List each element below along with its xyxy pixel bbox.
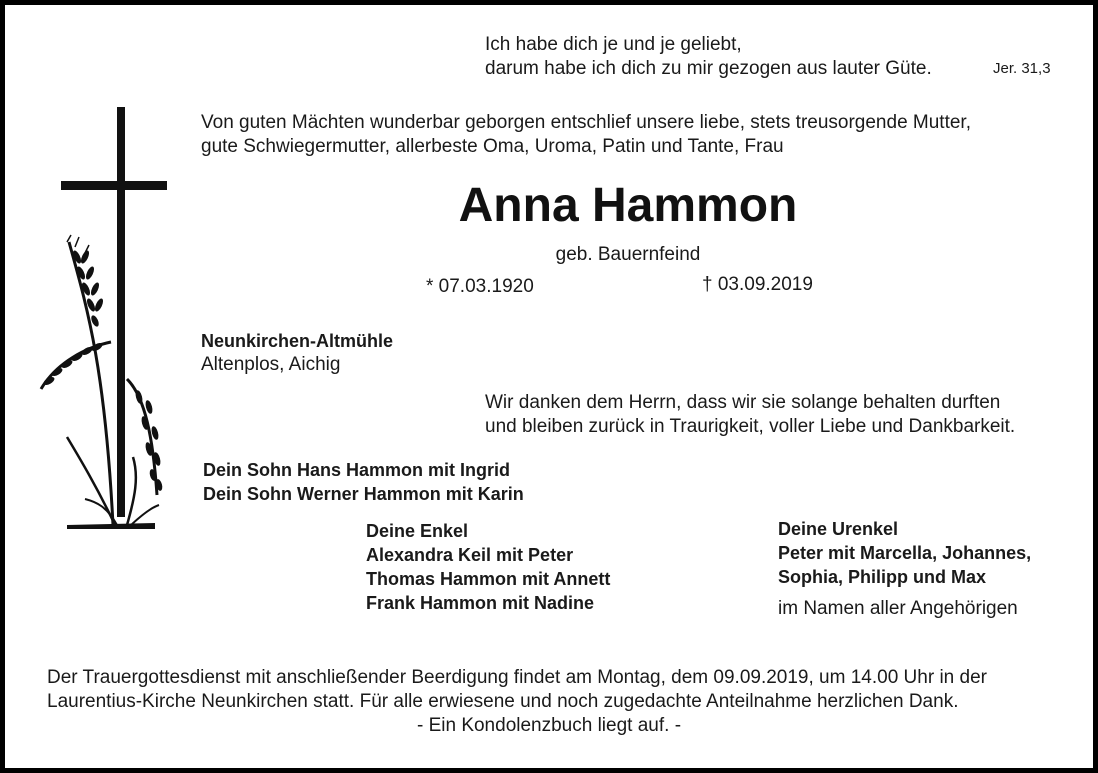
sons-list	[203, 458, 524, 506]
funeral-info	[47, 666, 987, 714]
bible-verse-reference: Jer. 31,3	[993, 60, 1051, 77]
list-item: Dein Sohn Hans Hammon mit Ingrid	[203, 460, 511, 480]
place-main: Neunkirchen-Altmühle	[201, 331, 394, 351]
list-item: Peter mit Marcella, Johannes,	[778, 543, 1032, 563]
thanks-text	[485, 391, 1015, 439]
intro-line: Von guten Mächten wunderbar geborgen entschlief unsere liebe, stets treusorgende Mutter,	[201, 112, 971, 133]
thanks-line: Wir danken dem Herrn, dass wir sie solange behalten durften	[485, 392, 1001, 413]
intro-line: gute Schwiegermutter, allerbeste Oma, Uroma, Patin und Tante, Frau	[201, 136, 784, 157]
bible-verse-line: darum habe ich dich zu mir gezogen aus lauter Güte.	[485, 58, 932, 79]
birth-name: geb. Bauernfeind	[555, 244, 701, 265]
place-others: Altenplos, Aichig	[201, 354, 341, 375]
funeral-info-line: Der Trauergottesdienst mit anschließender Beerdigung findet am Montag, dem 09.09.2019, um 14.00 Uhr in der	[47, 667, 987, 688]
bible-verse-line: Ich habe dich je und je geliebt,	[485, 34, 742, 55]
list-item: Frank Hammon mit Nadine	[366, 593, 595, 613]
funeral-info-line: Laurentius-Kirche Neunkirchen statt. Für alle erwiesene und noch zugedachte Anteilnahme herzlichen Dank.	[47, 691, 959, 712]
bible-verse	[485, 33, 932, 81]
list-item: Dein Sohn Werner Hammon mit Karin	[203, 484, 524, 504]
death-date: † 03.09.2019	[702, 274, 813, 295]
great-grandchildren-heading: Deine Urenkel	[778, 519, 899, 539]
birth-date: * 07.03.1920	[426, 276, 534, 297]
list-item: Thomas Hammon mit Annett	[366, 569, 611, 589]
grandchildren-heading: Deine Enkel	[366, 521, 469, 541]
list-item: Sophia, Philipp und Max	[778, 567, 987, 587]
on-behalf-text: im Namen aller Angehörigen	[778, 598, 1018, 619]
condolence-book-note: - Ein Kondolenzbuch liegt auf. -	[416, 715, 682, 736]
list-item: Alexandra Keil mit Peter	[366, 545, 574, 565]
cross-with-wheat-icon	[27, 107, 167, 537]
grandchildren-list	[366, 519, 610, 615]
intro-text	[201, 111, 971, 159]
deceased-name: Anna Hammon	[458, 179, 798, 232]
thanks-line: und bleiben zurück in Traurigkeit, voller Liebe und Dankbarkeit.	[485, 416, 1016, 437]
great-grandchildren-list	[778, 517, 1031, 589]
